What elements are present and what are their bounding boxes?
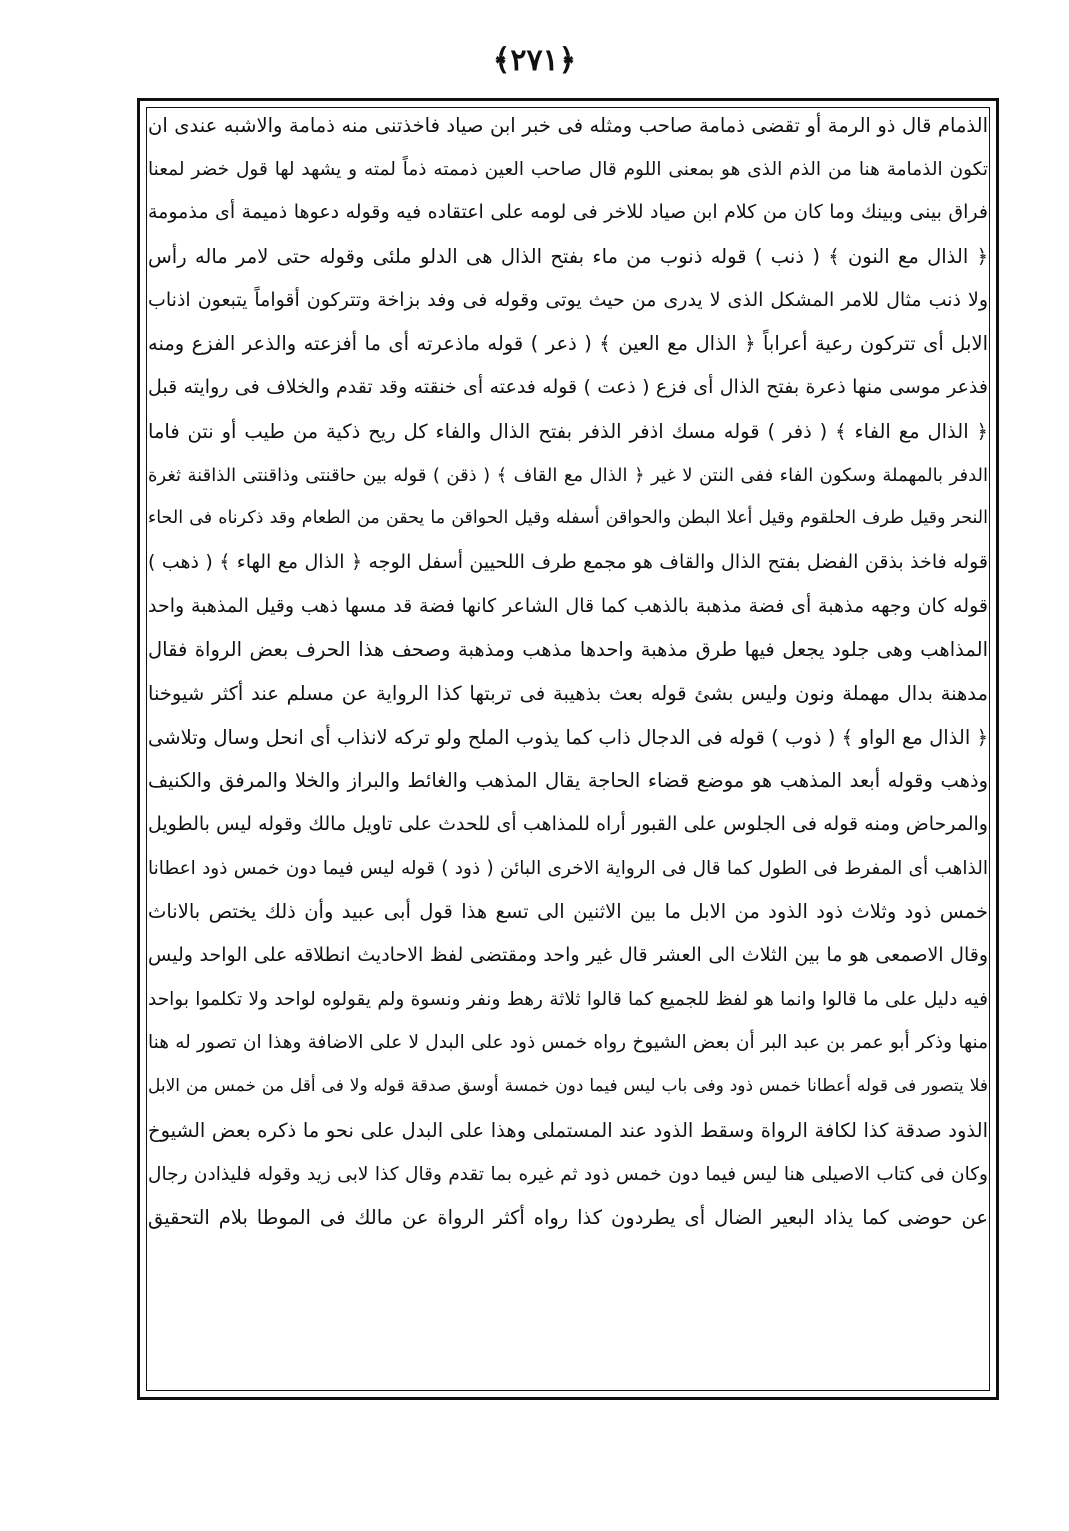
text-line: وكان فى كتاب الاصيلى هنا ليس فيما دون خمس ذود ثم غيره بما تقدم وقال كذا لابى زيد وقوله فليذادن رجال (148, 1163, 988, 1185)
text-line: وذهب وقوله أبعد المذهب هو موضع قضاء الحاجة يقال المذهب والغائط والبراز والخلا والمرفق والكنيف (148, 769, 988, 793)
text-line: منها وذكر أبو عمر بن عبد البر أن بعض الشيوخ رواه خمس ذود على البدل لا على الاضافة وهذا ان تصور له هنا (148, 1032, 988, 1054)
text-line: المذاهب وهى جلود يجعل فيها طرق مذهبة واحدها مذهب ومذهبة وصحف هذا الحرف بعض الرواة فقال (148, 638, 988, 662)
text-block (148, 104, 988, 1240)
text-line: عن حوضى كما يذاد البعير الضال أى يطردون كذا رواه أكثر الرواة عن مالك فى الموطا بلام التحقيق (148, 1206, 988, 1230)
text-line: الدفر بالمهملة وسكون الفاء ففى النتن لا غير ﴿ الذال مع القاف ﴾ ( ذقن ) قوله بين حاقنتى وذاقنتى الذاقنة ثغرة (148, 464, 988, 486)
text-line: خمس ذود وثلاث ذود الذود من الابل ما بين الاثنين الى تسع هذا قول أبى عبيد وأن ذلك يختص بالاناث (148, 900, 988, 924)
text-line: فراق بينى وبينك وما كان من كلام ابن صياد للاخر فى لومه على اعتقاده فيه وقوله دعوها ذميمة أى مذمومة (148, 201, 988, 224)
text-line: فذعر موسى منها ذعرة بفتح الذال أى فزع ( ذعت ) قوله فدعته أى خنقته وقد تقدم والخلاف فى روايته قبل (148, 376, 988, 399)
text-line: فيه دليل على ما قالوا وانما هو لفظ للجميع كما قالوا ثلاثة رهط ونفر ونسوة ولم يقولوه لواحد ولا تكلموا بواحد (148, 988, 988, 1010)
text-line: والمرحاض ومنه قوله فى الجلوس على القبور أراه للمذاهب أى للحدث على تاويل مالك وقوله ليس بالطويل (148, 813, 988, 835)
text-line: الذمام قال ذو الرمة أو تقضى ذمامة صاحب ومثله فى خبر ابن صياد فاخذتنى منه ذمامة والاشبه عندى ان (148, 114, 988, 137)
text-line: قوله فاخذ بذقن الفضل بفتح الذال والقاف هو مجمع طرف اللحيين أسفل الوجه ﴿ الذال مع الهاء ﴾ ( ذهب ) (148, 550, 988, 573)
text-line: الذود صدقة كذا لكافة الرواة وسقط الذود عند المستملى وهذا على البدل على نحو ما ذكره بعض الشيوخ (148, 1118, 988, 1142)
text-line: الذاهب أى المفرط فى الطول كما قال فى الرواية الاخرى البائن ( ذود ) قوله ليس فيما دون خمس ذود اعطانا (148, 857, 988, 879)
text-line: ﴿ الذال مع النون ﴾ ( ذنب ) قوله ذنوب من ماء بفتح الذال هى الدلو ملئى وقوله حتى لامر ماله رأس (148, 245, 988, 269)
text-line: ولا ذنب مثال للامر المشكل الذى لا يدرى من حيث يوتى وقوله فى وفد بزاخة وتتركون أقواماً يتبعون اذناب (148, 288, 988, 311)
text-line: مدهنة بدال مهملة ونون وليس بشئ قوله بعث بذهيبة فى تربتها كذا الرواية عن مسلم عند أكثر شيوخنا (148, 681, 988, 705)
text-line: تكون الذمامة هنا من الذم الذى هو بمعنى اللوم قال صاحب العين ذممته ذماً لمته و يشهد لها قول خضر لمعنا (148, 158, 988, 180)
text-line: ﴿ الذال مع الفاء ﴾ ( ذفر ) قوله مسك اذفر الذفر بفتح الذال والفاء كل ريح ذكية من طيب أو نتن فاما (148, 419, 988, 443)
text-line: قوله كان وجهه مذهبة أى فضة مذهبة بالذهب كما قال الشاعر كانها فضة قد مسها ذهب وقيل المذهبة واحد (148, 594, 988, 617)
text-line: وقال الاصمعى هو ما بين الثلاث الى العشر قال غير واحد ومقتضى لفظ الاحاديث انطلاقه على الواحد وليس (148, 944, 988, 967)
text-line: فلا يتصور فى قوله أعطانا خمس ذود وفى باب ليس فيما دون خمسة أوسق صدقة قوله ولا فى أقل من خمس من الابل (148, 1076, 988, 1097)
text-line: ﴿ الذال مع الواو ﴾ ( ذوب ) قوله فى الدجال ذاب كما يذوب الملح ولو تركه لانذاب أى انحل وسال وتلاشى (148, 725, 988, 749)
text-line: الابل أى تتركون رعية أعراباً ﴿ الذال مع العين ﴾ ( ذعر ) قوله ماذعرته أى ما أفزعته والذعر الفزع ومنه (148, 332, 988, 356)
text-line: النحر وقيل طرف الحلقوم وقيل أعلا البطن والحواقن أسفله وقيل الحواقن ما يحقن من الطعام وقد ذكرناه فى الحاء (148, 508, 988, 529)
page-number: ﴿٢٧١﴾ (492, 43, 577, 78)
